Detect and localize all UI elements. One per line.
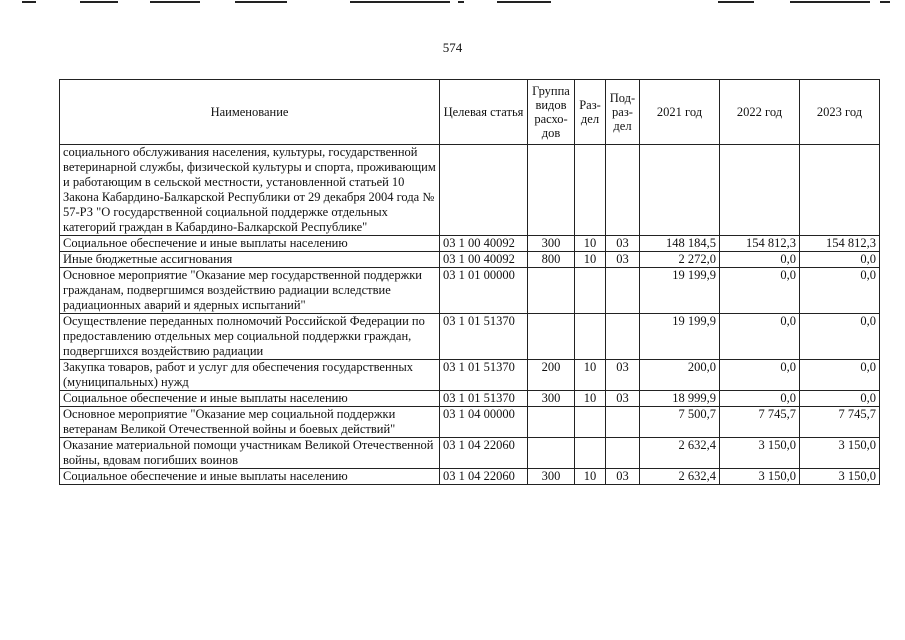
- cell-target: 03 1 04 00000: [440, 407, 528, 438]
- header-2023: 2023 год: [800, 80, 880, 145]
- table-header-row: [60, 80, 880, 145]
- cell-subsection: 03: [606, 391, 640, 407]
- cell-2021: 7 500,7: [640, 407, 720, 438]
- cell-2022: 0,0: [720, 391, 800, 407]
- header-name: Наименование: [60, 80, 440, 145]
- cell-target: 03 1 04 22060: [440, 438, 528, 469]
- header-section: Раз-дел: [575, 80, 606, 145]
- cell-2021: 200,0: [640, 360, 720, 391]
- cell-section: 10: [575, 252, 606, 268]
- cell-target: 03 1 01 00000: [440, 268, 528, 314]
- cell-section: [575, 145, 606, 236]
- cell-section: 10: [575, 360, 606, 391]
- cell-name: Основное мероприятие "Оказание мер государственной поддержки гражданам, подвергшимся воздействию радиации вследствие радиационных аварий и ядерных испытаний": [60, 268, 440, 314]
- cell-2023: 3 150,0: [800, 438, 880, 469]
- cell-target: 03 1 00 40092: [440, 252, 528, 268]
- cell-2022: 3 150,0: [720, 469, 800, 485]
- cell-2022: 7 745,7: [720, 407, 800, 438]
- cell-2023: 0,0: [800, 360, 880, 391]
- cell-name: Социальное обеспечение и иные выплаты населению: [60, 391, 440, 407]
- cell-subsection: [606, 268, 640, 314]
- cell-name: Социальное обеспечение и иные выплаты населению: [60, 469, 440, 485]
- cell-subsection: 03: [606, 360, 640, 391]
- cell-name: социального обслуживания населения, культуры, государственной ветеринарной службы, физической культуры и спорта, проживающим и работающим в сельской местности, установленной статьей 10 Закона Кабардино-Балкарской Республики от 29 декабря 2004 года № 57-РЗ "О государственной социальной поддержке отдельных категорий граждан в Кабардино-Балкарской Республике": [60, 145, 440, 236]
- cell-name: Иные бюджетные ассигнования: [60, 252, 440, 268]
- cell-2021: 2 632,4: [640, 438, 720, 469]
- table-row: [60, 469, 880, 485]
- table-row: [60, 391, 880, 407]
- cell-name: Закупка товаров, работ и услуг для обеспечения государственных (муниципальных) нужд: [60, 360, 440, 391]
- cell-2021: 2 632,4: [640, 469, 720, 485]
- cell-2023: 7 745,7: [800, 407, 880, 438]
- table-row: [60, 407, 880, 438]
- cell-2022: 0,0: [720, 252, 800, 268]
- cell-name: Основное мероприятие "Оказание мер социальной поддержки ветеранам Великой Отечественной войны и боевых действий": [60, 407, 440, 438]
- cell-section: [575, 268, 606, 314]
- header-2021: 2021 год: [640, 80, 720, 145]
- cell-group: [528, 438, 575, 469]
- cell-2021: 148 184,5: [640, 236, 720, 252]
- cell-target: 03 1 04 22060: [440, 469, 528, 485]
- table-row: [60, 314, 880, 360]
- cell-2023: 0,0: [800, 268, 880, 314]
- cell-2023: [800, 145, 880, 236]
- cell-group: [528, 145, 575, 236]
- cell-section: [575, 314, 606, 360]
- cell-group: [528, 314, 575, 360]
- table-row: [60, 360, 880, 391]
- cell-2023: 0,0: [800, 391, 880, 407]
- cell-2022: 0,0: [720, 314, 800, 360]
- cell-group: 200: [528, 360, 575, 391]
- cell-name: Осуществление переданных полномочий Российской Федерации по предоставлению отдельных мер социальной поддержки граждан, подвергшихся воздействию радиации: [60, 314, 440, 360]
- cell-2023: 0,0: [800, 314, 880, 360]
- cell-2023: 3 150,0: [800, 469, 880, 485]
- cell-name: Оказание материальной помощи участникам Великой Отечественной войны, вдовам погибших воинов: [60, 438, 440, 469]
- header-subsection: Под-раз-дел: [606, 80, 640, 145]
- cell-subsection: 03: [606, 469, 640, 485]
- cell-subsection: [606, 145, 640, 236]
- cell-subsection: [606, 438, 640, 469]
- cell-2021: 18 999,9: [640, 391, 720, 407]
- cell-group: 800: [528, 252, 575, 268]
- cell-name: Социальное обеспечение и иные выплаты населению: [60, 236, 440, 252]
- page-number: 574: [442, 40, 463, 55]
- cell-target: 03 1 01 51370: [440, 314, 528, 360]
- cell-subsection: 03: [606, 236, 640, 252]
- cell-2023: 0,0: [800, 252, 880, 268]
- cell-2022: [720, 145, 800, 236]
- cell-target: [440, 145, 528, 236]
- table-row: [60, 145, 880, 236]
- table-row: [60, 236, 880, 252]
- cell-2022: 0,0: [720, 268, 800, 314]
- cell-2023: 154 812,3: [800, 236, 880, 252]
- cell-target: 03 1 01 51370: [440, 391, 528, 407]
- cell-2021: 2 272,0: [640, 252, 720, 268]
- cell-group: 300: [528, 469, 575, 485]
- table-row: [60, 252, 880, 268]
- table-row: [60, 268, 880, 314]
- cell-section: 10: [575, 469, 606, 485]
- header-group: Группа видов расхо-дов: [528, 80, 575, 145]
- cell-section: [575, 407, 606, 438]
- cell-group: 300: [528, 391, 575, 407]
- cell-target: 03 1 01 51370: [440, 360, 528, 391]
- cell-subsection: [606, 314, 640, 360]
- cell-2021: 19 199,9: [640, 314, 720, 360]
- cell-group: [528, 268, 575, 314]
- cell-2021: [640, 145, 720, 236]
- header-target: Целевая статья: [440, 80, 528, 145]
- cell-group: 300: [528, 236, 575, 252]
- page-top-edge: [0, 0, 905, 6]
- cell-2022: 3 150,0: [720, 438, 800, 469]
- header-2022: 2022 год: [720, 80, 800, 145]
- cell-subsection: 03: [606, 252, 640, 268]
- cell-2022: 0,0: [720, 360, 800, 391]
- cell-subsection: [606, 407, 640, 438]
- cell-target: 03 1 00 40092: [440, 236, 528, 252]
- cell-group: [528, 407, 575, 438]
- budget-table: [59, 79, 880, 485]
- table-row: [60, 438, 880, 469]
- cell-section: 10: [575, 391, 606, 407]
- cell-section: [575, 438, 606, 469]
- cell-section: 10: [575, 236, 606, 252]
- cell-2021: 19 199,9: [640, 268, 720, 314]
- cell-2022: 154 812,3: [720, 236, 800, 252]
